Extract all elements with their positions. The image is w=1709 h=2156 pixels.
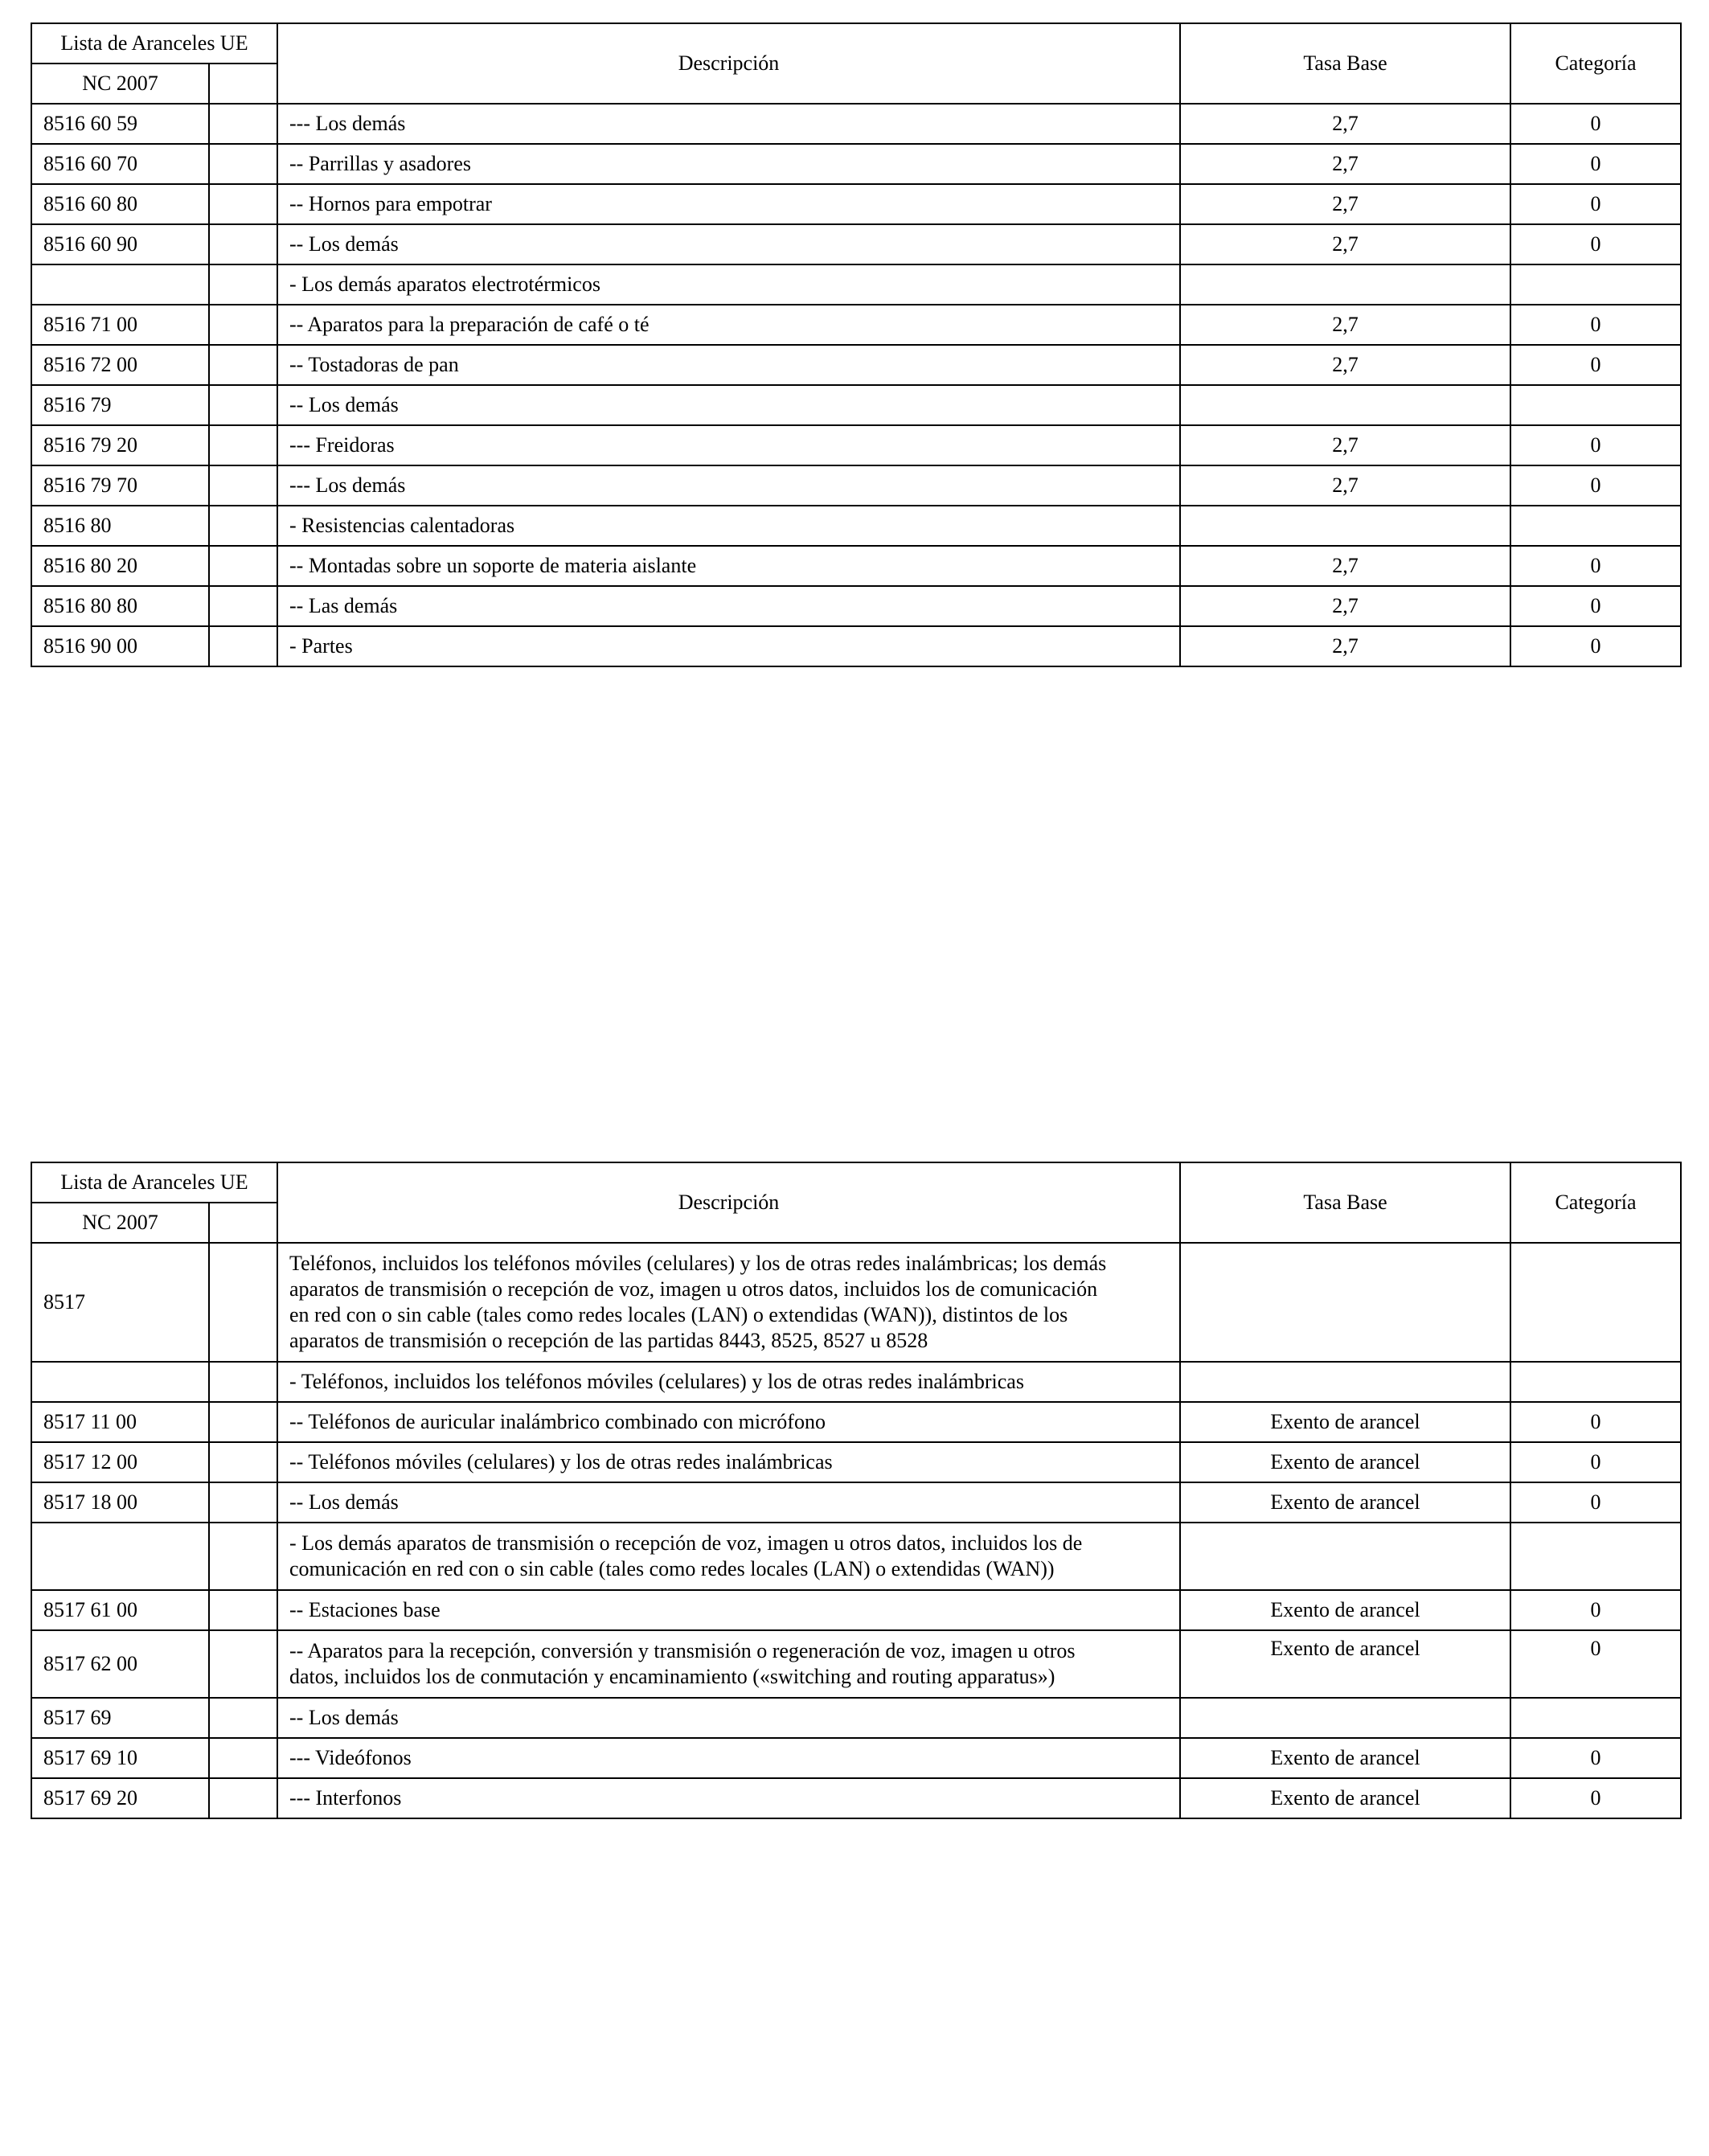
table-row: [31, 1442, 1681, 1482]
base-rate: Exento de arancel: [1180, 1442, 1510, 1482]
nc-code: 8517 61 00: [31, 1590, 209, 1630]
nc-code: 8516 60 90: [31, 224, 209, 264]
blank-cell: [209, 1630, 277, 1698]
base-rate: Exento de arancel: [1180, 1738, 1510, 1778]
table-row: [31, 1243, 1681, 1362]
blank-cell: [209, 1482, 277, 1523]
description: -- Teléfonos móviles (celulares) y los de otras redes inalámbricas: [277, 1442, 1180, 1482]
base-rate: 2,7: [1180, 586, 1510, 626]
base-rate: Exento de arancel: [1180, 1590, 1510, 1630]
description: -- Montadas sobre un soporte de materia aislante: [277, 546, 1180, 586]
base-rate: [1180, 506, 1510, 546]
description: - Los demás aparatos de transmisión o recepción de voz, imagen u otros datos, incluidos los de comunicación en red con o sin cable (tales como redes locales (LAN) o extendidas (WAN)): [277, 1523, 1180, 1590]
header-blank-cell: [209, 64, 277, 104]
table-row: [31, 305, 1681, 345]
table-row: [31, 1630, 1681, 1698]
blank-cell: [209, 425, 277, 465]
blank-cell: [209, 1738, 277, 1778]
category: 0: [1510, 1738, 1681, 1778]
table-row: [31, 586, 1681, 626]
blank-cell: [209, 1243, 277, 1362]
nc-code: 8516 80 80: [31, 586, 209, 626]
nc-code: 8516 60 80: [31, 184, 209, 224]
category: 0: [1510, 224, 1681, 264]
base-rate: Exento de arancel: [1180, 1630, 1510, 1698]
base-rate: Exento de arancel: [1180, 1778, 1510, 1818]
nc-code: 8516 80: [31, 506, 209, 546]
description: - Teléfonos, incluidos los teléfonos móviles (celulares) y los de otras redes inalámbricas: [277, 1362, 1180, 1402]
nc-code: 8516 79 20: [31, 425, 209, 465]
nc-code: 8517 69: [31, 1698, 209, 1738]
category: [1510, 1362, 1681, 1402]
base-rate: Exento de arancel: [1180, 1402, 1510, 1442]
description: -- Los demás: [277, 1482, 1180, 1523]
blank-cell: [209, 184, 277, 224]
category: [1510, 1243, 1681, 1362]
nc-code: 8517 12 00: [31, 1442, 209, 1482]
nc-code: 8516 71 00: [31, 305, 209, 345]
nc-code: 8516 80 20: [31, 546, 209, 586]
header-lista-aranceles: Lista de Aranceles UE: [31, 23, 277, 64]
description: --- Videófonos: [277, 1738, 1180, 1778]
category: 0: [1510, 1590, 1681, 1630]
header-lista-aranceles: Lista de Aranceles UE: [31, 1162, 277, 1203]
table-row: [31, 1482, 1681, 1523]
blank-cell: [209, 1590, 277, 1630]
category: [1510, 1698, 1681, 1738]
base-rate: 2,7: [1180, 224, 1510, 264]
description: -- Hornos para empotrar: [277, 184, 1180, 224]
table-row: [31, 345, 1681, 385]
category: [1510, 506, 1681, 546]
blank-cell: [209, 1778, 277, 1818]
description: - Los demás aparatos electrotérmicos: [277, 264, 1180, 305]
nc-code: [31, 1523, 209, 1590]
category: 0: [1510, 144, 1681, 184]
category: 0: [1510, 626, 1681, 666]
blank-cell: [209, 586, 277, 626]
base-rate: [1180, 1243, 1510, 1362]
description: -- Las demás: [277, 586, 1180, 626]
table-row: [31, 1590, 1681, 1630]
category: 0: [1510, 425, 1681, 465]
nc-code: [31, 1362, 209, 1402]
table-row: [31, 385, 1681, 425]
blank-cell: [209, 1442, 277, 1482]
blank-cell: [209, 1698, 277, 1738]
table-row: [31, 1402, 1681, 1442]
nc-code: 8516 60 70: [31, 144, 209, 184]
description: --- Freidoras: [277, 425, 1180, 465]
description: Teléfonos, incluidos los teléfonos móviles (celulares) y los de otras redes inalámbricas; los demás aparatos de transmisión o recepción de voz, imagen u otros datos, incluidos los de comunicación en red con o sin cable (tales como redes locales (LAN) o extendidas (WAN)), distintos de los aparatos de transmisión o recepción de las partidas 8443, 8525, 8527 u 8528: [277, 1243, 1180, 1362]
blank-cell: [209, 626, 277, 666]
nc-code: [31, 264, 209, 305]
base-rate: 2,7: [1180, 184, 1510, 224]
category: 0: [1510, 345, 1681, 385]
nc-code: 8516 60 59: [31, 104, 209, 144]
base-rate: 2,7: [1180, 626, 1510, 666]
category: [1510, 385, 1681, 425]
table-row: [31, 425, 1681, 465]
header-descripcion: Descripción: [277, 23, 1180, 104]
description: -- Teléfonos de auricular inalámbrico combinado con micrófono: [277, 1402, 1180, 1442]
table-row: [31, 546, 1681, 586]
blank-cell: [209, 224, 277, 264]
description: -- Estaciones base: [277, 1590, 1180, 1630]
base-rate: 2,7: [1180, 104, 1510, 144]
blank-cell: [209, 104, 277, 144]
category: 0: [1510, 1778, 1681, 1818]
nc-code: 8517 62 00: [31, 1630, 209, 1698]
description: -- Tostadoras de pan: [277, 345, 1180, 385]
nc-code: 8516 90 00: [31, 626, 209, 666]
description: -- Parrillas y asadores: [277, 144, 1180, 184]
header-blank-cell: [209, 1203, 277, 1243]
blank-cell: [209, 1523, 277, 1590]
category: 0: [1510, 184, 1681, 224]
base-rate: [1180, 264, 1510, 305]
nc-code: 8517 11 00: [31, 1402, 209, 1442]
description: - Resistencias calentadoras: [277, 506, 1180, 546]
category: 0: [1510, 586, 1681, 626]
description: --- Los demás: [277, 465, 1180, 506]
table-row: [31, 184, 1681, 224]
header-nc-2007: NC 2007: [31, 64, 209, 104]
base-rate: 2,7: [1180, 345, 1510, 385]
base-rate: 2,7: [1180, 144, 1510, 184]
category: [1510, 264, 1681, 305]
table-row: [31, 465, 1681, 506]
header-tasa-base: Tasa Base: [1180, 23, 1510, 104]
category: 0: [1510, 546, 1681, 586]
description: -- Los demás: [277, 224, 1180, 264]
table-row: [31, 1738, 1681, 1778]
category: [1510, 1523, 1681, 1590]
category: 0: [1510, 1442, 1681, 1482]
base-rate: [1180, 1362, 1510, 1402]
blank-cell: [209, 546, 277, 586]
base-rate: [1180, 1698, 1510, 1738]
table-row: [31, 626, 1681, 666]
table-row: [31, 264, 1681, 305]
blank-cell: [209, 144, 277, 184]
nc-code: 8516 72 00: [31, 345, 209, 385]
category: 0: [1510, 104, 1681, 144]
description: - Partes: [277, 626, 1180, 666]
blank-cell: [209, 345, 277, 385]
description: --- Interfonos: [277, 1778, 1180, 1818]
description: -- Los demás: [277, 1698, 1180, 1738]
header-categoria: Categoría: [1510, 23, 1681, 104]
category: 0: [1510, 305, 1681, 345]
description: -- Aparatos para la preparación de café o té: [277, 305, 1180, 345]
header-nc-2007: NC 2007: [31, 1203, 209, 1243]
header-categoria: Categoría: [1510, 1162, 1681, 1243]
nc-code: 8517: [31, 1243, 209, 1362]
table-row: [31, 144, 1681, 184]
table-row: [31, 224, 1681, 264]
blank-cell: [209, 506, 277, 546]
nc-code: 8516 79: [31, 385, 209, 425]
table-row: [31, 1778, 1681, 1818]
description: -- Aparatos para la recepción, conversión y transmisión o regeneración de voz, imagen u otros datos, incluidos los de conmutación y encaminamiento («switching and routing apparatus»): [277, 1630, 1180, 1698]
table-row: [31, 1698, 1681, 1738]
blank-cell: [209, 385, 277, 425]
base-rate: 2,7: [1180, 546, 1510, 586]
category: 0: [1510, 1402, 1681, 1442]
nc-code: 8517 69 20: [31, 1778, 209, 1818]
base-rate: [1180, 385, 1510, 425]
base-rate: Exento de arancel: [1180, 1482, 1510, 1523]
header-tasa-base: Tasa Base: [1180, 1162, 1510, 1243]
category: 0: [1510, 1482, 1681, 1523]
nc-code: 8516 79 70: [31, 465, 209, 506]
blank-cell: [209, 1362, 277, 1402]
nc-code: 8517 18 00: [31, 1482, 209, 1523]
header-descripcion: Descripción: [277, 1162, 1180, 1243]
base-rate: 2,7: [1180, 305, 1510, 345]
blank-cell: [209, 1402, 277, 1442]
category: 0: [1510, 1630, 1681, 1698]
tariff-table-8517: [31, 1162, 1682, 1819]
description: --- Los demás: [277, 104, 1180, 144]
blank-cell: [209, 264, 277, 305]
description: -- Los demás: [277, 385, 1180, 425]
base-rate: 2,7: [1180, 425, 1510, 465]
table-row: [31, 104, 1681, 144]
base-rate: 2,7: [1180, 465, 1510, 506]
table-row: [31, 1362, 1681, 1402]
blank-cell: [209, 305, 277, 345]
table-row: [31, 1523, 1681, 1590]
blank-cell: [209, 465, 277, 506]
table-row: [31, 506, 1681, 546]
base-rate: [1180, 1523, 1510, 1590]
category: 0: [1510, 465, 1681, 506]
nc-code: 8517 69 10: [31, 1738, 209, 1778]
tariff-table-8516: [31, 23, 1682, 667]
